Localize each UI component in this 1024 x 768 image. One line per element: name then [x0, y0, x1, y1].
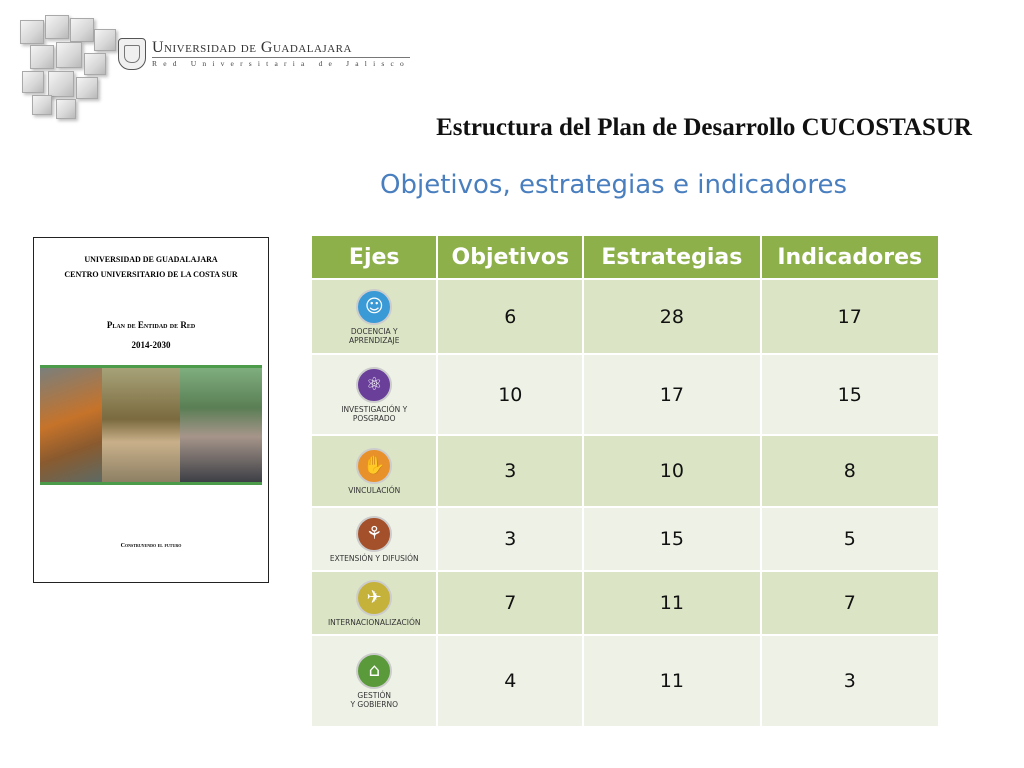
- university-seal-icon: [118, 38, 146, 70]
- university-logo: [118, 38, 410, 70]
- cover-motto: Construyendo el futuro: [120, 543, 182, 549]
- cover-years: 2014-2030: [131, 340, 171, 350]
- cover-university: UNIVERSIDAD DE GUADALAJARA: [84, 255, 218, 264]
- cover-center: CENTRO UNIVERSITARIO DE LA COSTA SUR: [64, 270, 238, 279]
- header-ejes: Ejes: [311, 236, 437, 279]
- page-title: Estructura del Plan de Desarrollo CUCOSTASUR: [436, 114, 972, 141]
- table-header-row: [311, 236, 939, 279]
- cell-eje: [311, 279, 437, 354]
- cell-eje: [311, 635, 437, 727]
- eje-label: [349, 327, 399, 345]
- cell-estrategias: 11: [583, 635, 760, 727]
- table-row: [311, 279, 939, 354]
- cell-estrategias: 11: [583, 571, 760, 635]
- handshake-icon: ✋: [356, 448, 392, 484]
- cell-estrategias: 17: [583, 354, 760, 435]
- eje-label-line2: POSGRADO: [352, 413, 396, 423]
- eje-label: [330, 554, 419, 563]
- cell-estrategias: 28: [583, 279, 760, 354]
- logo-name: Universidad de Guadalajara: [152, 39, 410, 58]
- cell-eje: [311, 435, 437, 507]
- cell-objetivos: 10: [437, 354, 583, 435]
- eje-label-line1: DOCENCIA Y: [350, 326, 398, 336]
- eje-label: [328, 618, 421, 627]
- cell-objetivos: 7: [437, 571, 583, 635]
- figure-icon: ⚘: [356, 516, 392, 552]
- cell-indicadores: 3: [761, 635, 940, 727]
- eje-label: [341, 405, 407, 423]
- logo-subtitle: Red Universitaria de Jalisco: [152, 59, 410, 68]
- eje-label: [348, 486, 400, 495]
- table-row: [311, 635, 939, 727]
- header-objetivos: Objetivos: [437, 236, 583, 279]
- decorative-cubes: [20, 15, 125, 120]
- eje-label-line1: EXTENSIÓN Y DIFUSIÓN: [329, 553, 419, 563]
- cell-objetivos: 6: [437, 279, 583, 354]
- atom-icon: ⚛: [356, 367, 392, 403]
- cell-eje: [311, 354, 437, 435]
- page-subtitle: Objetivos, estrategias e indicadores: [380, 170, 847, 200]
- cell-indicadores: 17: [761, 279, 940, 354]
- table-row: [311, 354, 939, 435]
- header-estrategias: Estrategias: [583, 236, 760, 279]
- building-icon: ⌂: [356, 653, 392, 689]
- cell-eje: [311, 571, 437, 635]
- cell-indicadores: 7: [761, 571, 940, 635]
- eje-label-line1: GESTIÓN: [357, 691, 392, 700]
- cell-objetivos: 3: [437, 507, 583, 571]
- people-icon: ☺: [356, 289, 392, 325]
- cover-plan-title: Plan de Entidad de Red: [106, 320, 196, 330]
- cover-photo-collage: [40, 365, 262, 485]
- cell-objetivos: 4: [437, 635, 583, 727]
- cell-eje: [311, 507, 437, 571]
- eje-label-line2: APRENDIZAJE: [349, 335, 400, 345]
- eje-label: [350, 691, 398, 709]
- eje-label-line1: INTERNACIONALIZACIÓN: [327, 617, 421, 627]
- table-row: [311, 571, 939, 635]
- eje-label-line2: Y GOBIERNO: [350, 700, 398, 709]
- cell-objetivos: 3: [437, 435, 583, 507]
- cell-indicadores: 8: [761, 435, 940, 507]
- header-indicadores: Indicadores: [761, 236, 940, 279]
- table-row: [311, 507, 939, 571]
- plan-table: [310, 236, 940, 728]
- plan-cover-image: [33, 237, 269, 583]
- cell-estrategias: 10: [583, 435, 760, 507]
- plane-icon: ✈: [356, 580, 392, 616]
- eje-label-line1: INVESTIGACIÓN Y: [341, 404, 408, 414]
- cell-estrategias: 15: [583, 507, 760, 571]
- cell-indicadores: 15: [761, 354, 940, 435]
- eje-label-line1: VINCULACIÓN: [348, 485, 401, 495]
- cell-indicadores: 5: [761, 507, 940, 571]
- table-row: [311, 435, 939, 507]
